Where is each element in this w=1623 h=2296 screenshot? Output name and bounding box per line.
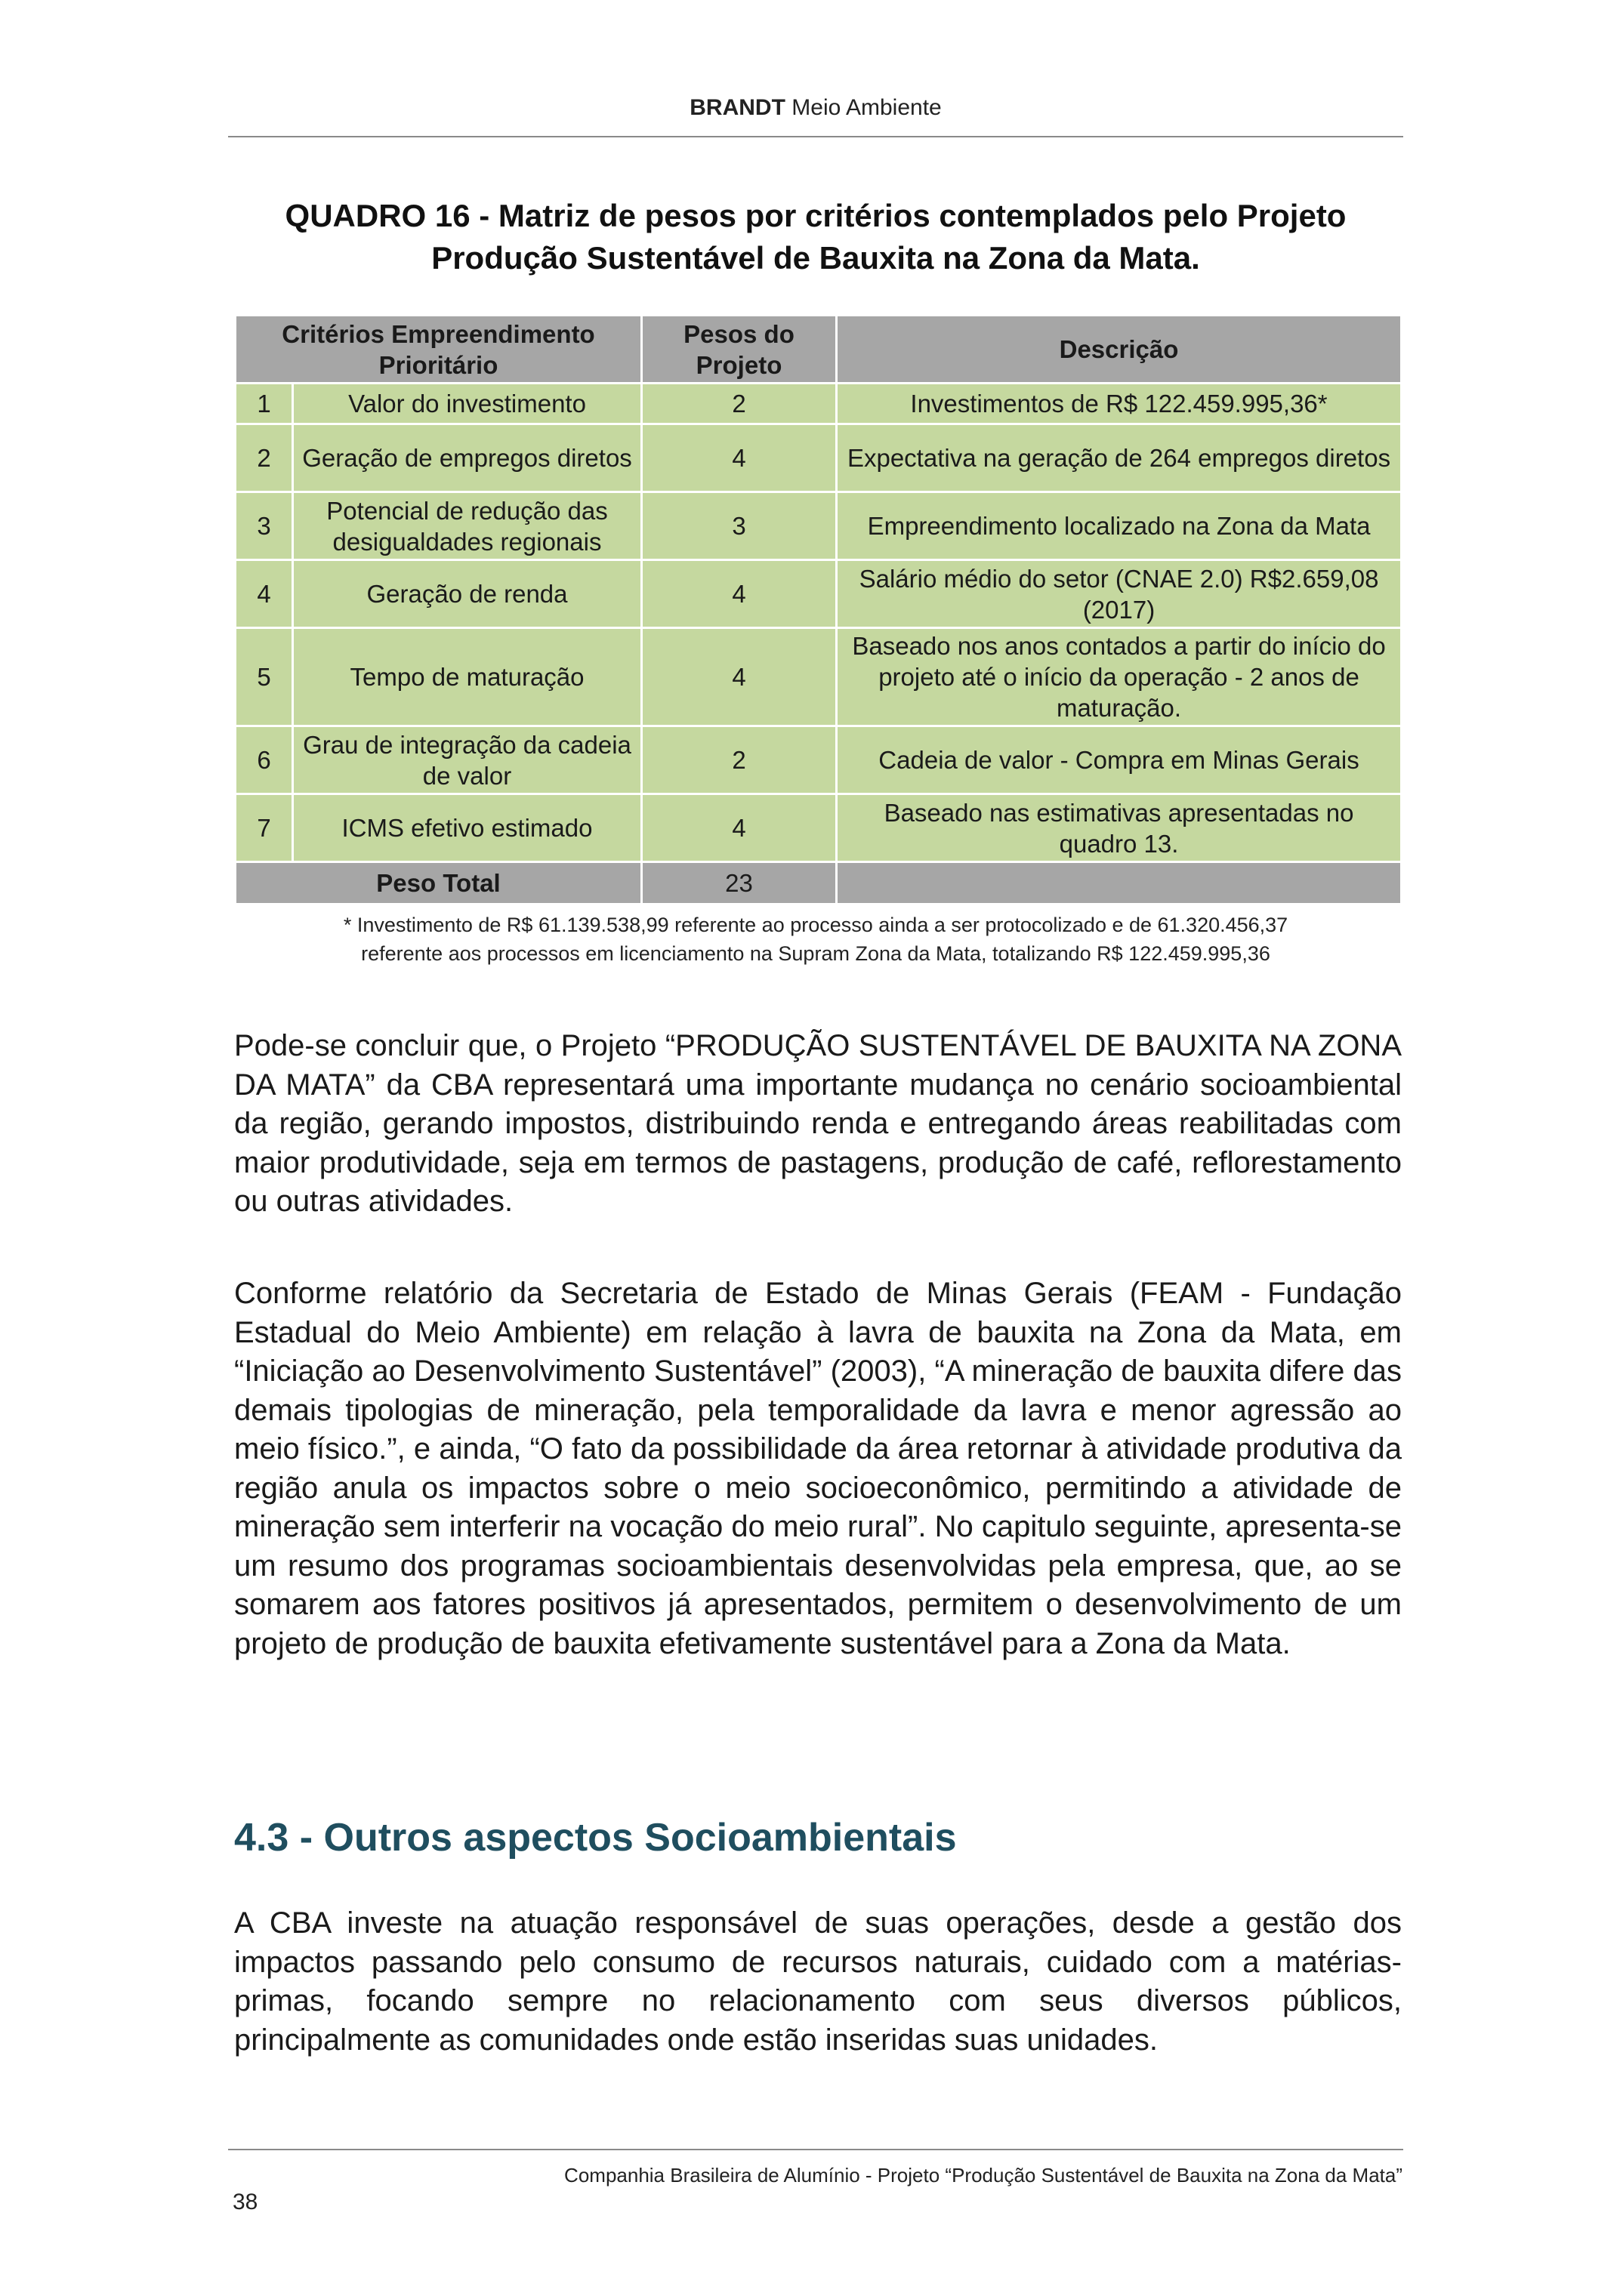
row-criterion: Geração de empregos diretos [293, 424, 642, 492]
table-caption [228, 195, 1403, 279]
row-number: 2 [236, 424, 293, 492]
header-weights: Pesos do Projeto [642, 316, 837, 384]
table-row [236, 628, 1402, 726]
row-criterion: ICMS efetivo estimado [293, 794, 642, 862]
row-weight: 4 [642, 794, 837, 862]
paragraph-cba: A CBA investe na atuação responsável de suas operações, desde a gestão dos impactos passando pelo consumo de recursos naturais, cuidado com a matérias-primas, focando sempre no relacionamento com seus diversos públicos, principalmente as comunidades onde estão inseridas suas unidades. [234, 1906, 1402, 2057]
row-criterion: Grau de integração da cadeia de valor [293, 726, 642, 794]
paragraph-feam-report: Conforme relatório da Secretaria de Estado de Minas Gerais (FEAM - Fundação Estadual do Meio Ambiente) em relação à lavra de bauxita na Zona da Mata, em “Iniciação ao Desenvolvimento Sustentável” (2003), “A mineração de bauxita difere das demais tipologias de mineração, pela temporalidade da lavra e menor agressão ao meio físico.”, e ainda, “O fato da possibilidade da área retornar à atividade produtiva da região anula os impactos sobre o meio socioeconômico, permitindo a atividade de mineração sem interferir na vocação do meio rural”. No capitulo seguinte, apresenta-se um resumo dos programas socioambientais desenvolvidas pela empresa, que, ao se somarem aos fatores positivos já apresentados, permitem o desenvolvimento de um projeto de produção de bauxita efetivamente sustentável para a Zona da Mata. [234, 1277, 1402, 1660]
header-divider [228, 136, 1403, 137]
section-title: 4.3 - Outros aspectos Socioambientais [234, 1816, 957, 1860]
row-description: Baseado nas estimativas apresentadas no quadro 13. [837, 794, 1402, 862]
weights-matrix-table [234, 314, 1402, 905]
row-weight: 4 [642, 424, 837, 492]
row-criterion: Geração de renda [293, 560, 642, 628]
row-weight: 4 [642, 628, 837, 726]
table-row [236, 560, 1402, 628]
total-empty-cell [837, 862, 1402, 905]
total-label: Peso Total [236, 862, 642, 905]
row-number: 3 [236, 492, 293, 560]
header-description: Descrição [837, 316, 1402, 384]
row-weight: 3 [642, 492, 837, 560]
page-header [228, 95, 1403, 121]
row-description: Cadeia de valor - Compra em Minas Gerais [837, 726, 1402, 794]
row-number: 5 [236, 628, 293, 726]
row-number: 6 [236, 726, 293, 794]
paragraph-conclusion: Pode-se concluir que, o Projeto “PRODUÇÃO SUSTENTÁVEL DE BAUXITA NA ZONA DA MATA” da CBA representará uma importante mudança no cenário socioambiental da região, gerando impostos, distribuindo renda e entregando áreas reabilitadas com maior produtividade, seja em termos de pastagens, produção de café, reflorestamento ou outras atividades. [234, 1029, 1402, 1218]
page-number: 38 [233, 2190, 258, 2214]
footer-divider [228, 2149, 1403, 2150]
caption-line-1: QUADRO 16 - Matriz de pesos por critérios contemplados pelo Projeto [285, 198, 1347, 233]
row-description: Expectativa na geração de 264 empregos diretos [837, 424, 1402, 492]
row-criterion: Potencial de redução das desigualdades regionais [293, 492, 642, 560]
total-value: 23 [642, 862, 837, 905]
row-weight: 4 [642, 560, 837, 628]
table-row [236, 384, 1402, 424]
row-number: 4 [236, 560, 293, 628]
row-description: Baseado nos anos contados a partir do início do projeto até o início da operação - 2 anos de maturação. [837, 628, 1402, 726]
row-criterion: Tempo de maturação [293, 628, 642, 726]
table-row [236, 726, 1402, 794]
footnote-line-1: * Investimento de R$ 61.139.538,99 referente ao processo ainda a ser protocolizado e de 61.320.456,37 [343, 914, 1288, 936]
row-weight: 2 [642, 384, 837, 424]
row-description: Investimentos de R$ 122.459.995,36* [837, 384, 1402, 424]
table-total-row [236, 862, 1402, 905]
row-number: 1 [236, 384, 293, 424]
row-description: Salário médio do setor (CNAE 2.0) R$2.659,08 (2017) [837, 560, 1402, 628]
row-description: Empreendimento localizado na Zona da Mata [837, 492, 1402, 560]
row-weight: 2 [642, 726, 837, 794]
table-footnote [228, 911, 1403, 968]
caption-line-2: Produção Sustentável de Bauxita na Zona da Mata. [431, 240, 1200, 276]
header-criteria: Critérios Empreendimento Prioritário [236, 316, 642, 384]
header-subtitle: Meio Ambiente [791, 95, 942, 120]
table-row [236, 424, 1402, 492]
row-number: 7 [236, 794, 293, 862]
footnote-line-2: referente aos processos em licenciamento na Supram Zona da Mata, totalizando R$ 122.459.995,36 [361, 942, 1270, 965]
table-row [236, 794, 1402, 862]
table-header-row [236, 316, 1402, 384]
row-criterion: Valor do investimento [293, 384, 642, 424]
table-row [236, 492, 1402, 560]
header-brand: BRANDT [690, 95, 785, 120]
footer-text: Companhia Brasileira de Alumínio - Projeto “Produção Sustentável de Bauxita na Zona da Mata” [564, 2164, 1402, 2187]
